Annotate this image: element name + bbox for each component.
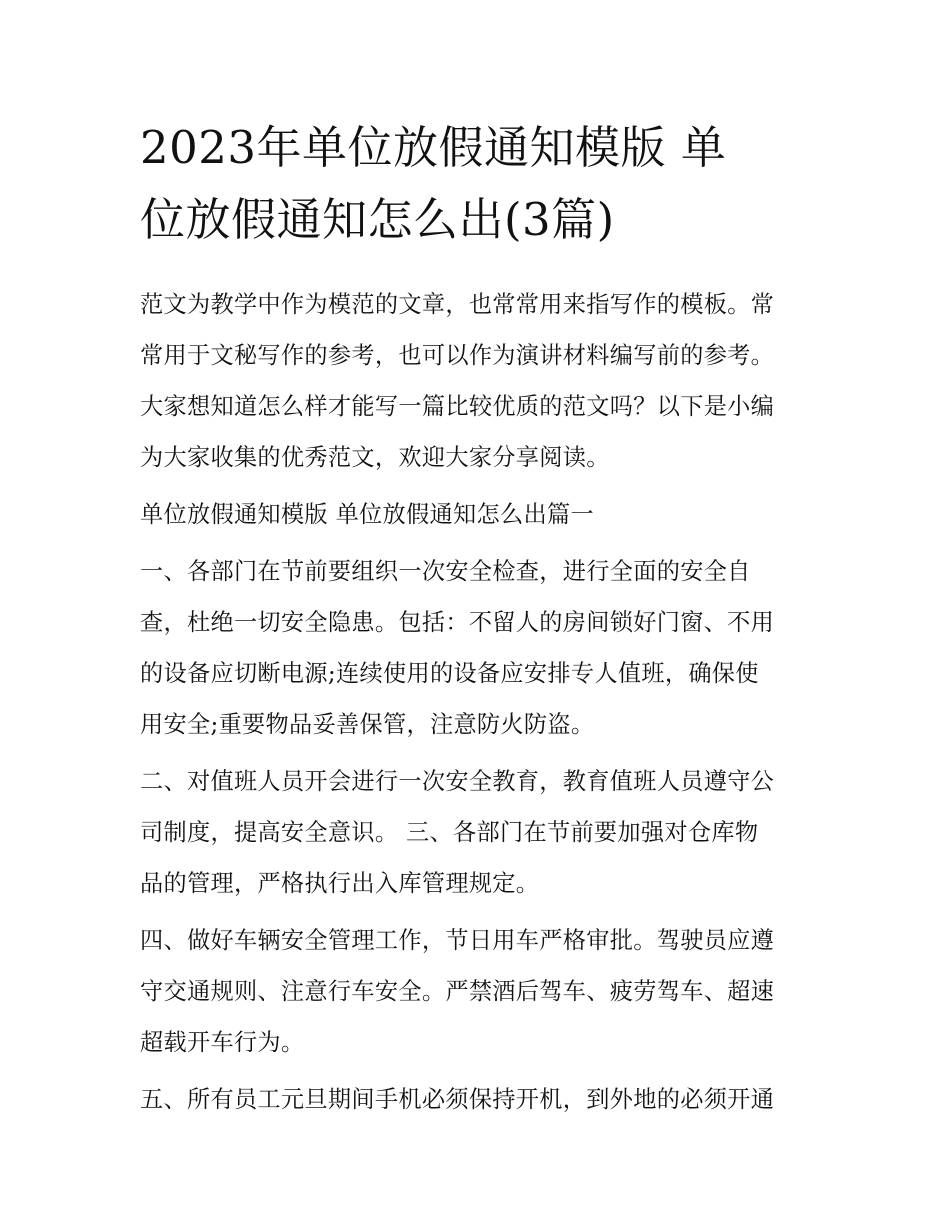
text-line: 范文为教学中作为模范的文章，也常常用来指写作的模板。常 <box>140 291 775 318</box>
text-line: 司制度，提高安全意识。 三、各部门在节前要加强对仓库物 <box>140 819 759 846</box>
item-paragraph-4 <box>140 915 830 1068</box>
title-line: 2023年单位放假通知模版 单 <box>140 121 727 174</box>
text-line: 的设备应切断电源;连续使用的设备应安排专人值班，确保使 <box>140 660 759 687</box>
text-line: 一、各部门在节前要组织一次安全检查，进行全面的安全自 <box>140 558 751 585</box>
text-line: 四、做好车辆安全管理工作，节日用车严格审批。驾驶员应遵 <box>140 927 775 954</box>
section-heading <box>140 489 830 540</box>
document-title <box>140 112 820 256</box>
item-paragraph-1 <box>140 546 830 750</box>
document-body <box>140 279 830 1131</box>
title-line: 位放假通知怎么出(3篇) <box>140 193 615 246</box>
text-line: 守交通规则、注意行车安全。严禁酒后驾车、疲劳驾车、超速 <box>140 978 775 1005</box>
text-line: 二、对值班人员开会进行一次安全教育，教育值班人员遵守公 <box>140 768 775 795</box>
text-line: 大家想知道怎么样才能写一篇比较优质的范文吗？以下是小编 <box>140 393 775 420</box>
text-line: 五、所有员工元旦期间手机必须保持开机，到外地的必须开通 <box>140 1086 775 1113</box>
text-line: 超载开车行为。 <box>140 1029 305 1056</box>
text-line: 单位放假通知模版 单位放假通知怎么出篇一 <box>140 501 594 528</box>
text-line: 品的管理，严格执行出入库管理规定。 <box>140 870 540 897</box>
intro-paragraph <box>140 279 830 483</box>
text-line: 为大家收集的优秀范文，欢迎大家分享阅读。 <box>140 444 610 471</box>
text-line: 常用于文秘写作的参考，也可以作为演讲材料编写前的参考。 <box>140 342 775 369</box>
item-paragraph-5 <box>140 1074 830 1125</box>
text-line: 查，杜绝一切安全隐患。包括：不留人的房间锁好门窗、不用 <box>140 609 775 636</box>
item-paragraph-2 <box>140 756 830 909</box>
text-line: 用安全;重要物品妥善保管，注意防火防盗。 <box>140 711 595 738</box>
